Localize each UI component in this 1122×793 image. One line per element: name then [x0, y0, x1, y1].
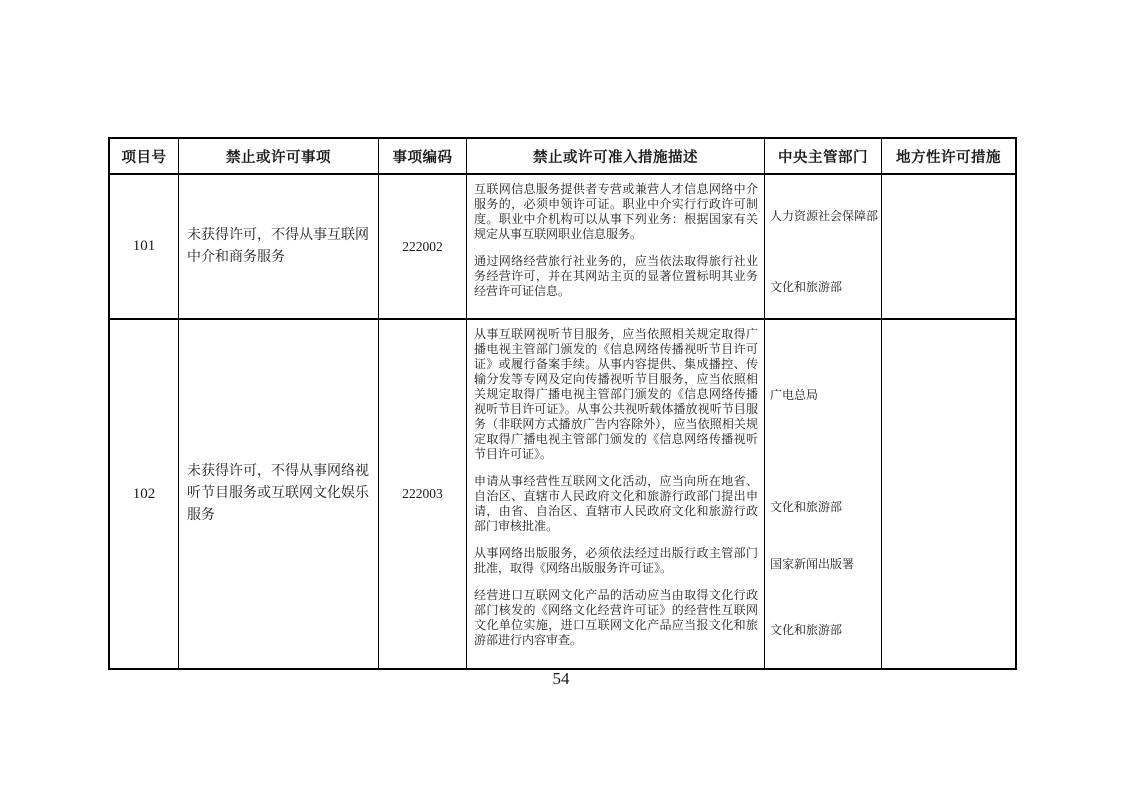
measures-cell-101	[467, 175, 765, 320]
department-label: 文化和旅游部	[770, 500, 843, 514]
measure-paragraph: 互联网信息服务提供者专营或兼营人才信息网络中介服务的，必须申领许可证。职业中介实行行政许可制度。职业中介机构可以从事下列业务：根据国家有关规定从事互联网职业信息服务。	[474, 182, 758, 241]
page-number: 54	[552, 669, 570, 688]
item-description-101	[179, 175, 379, 320]
measures-cell-102	[467, 320, 765, 668]
item-number-101: 101	[110, 175, 179, 320]
item-description-text: 未获得许可，不得从事互联网中介和商务服务	[187, 227, 369, 265]
department-label: 人力资源社会保障部	[770, 209, 879, 223]
local-measures-cell-102	[882, 320, 1015, 668]
measure-paragraph: 通过网络经营旅行社业务的，应当依法取得旅行社业务经营许可，并在其网站主页的显著位置标明其业务经营许可证信息。	[474, 254, 758, 298]
item-code-102: 222003	[379, 320, 467, 668]
item-description-102	[179, 320, 379, 668]
department-label: 文化和旅游部	[770, 280, 843, 294]
item-number-102: 102	[110, 320, 179, 668]
access-measures-table	[108, 137, 1017, 670]
column-header-prohibited-item: 禁止或许可事项	[179, 139, 379, 175]
column-header-local-measures: 地方性许可措施	[882, 139, 1015, 175]
department-label: 国家新闻出版署	[770, 557, 855, 571]
measure-paragraph: 经营进口互联网文化产品的活动应当由取得文化行政部门核发的《网络文化经营许可证》的经营性互联网文化单位实施，进口互联网文化产品应当报文化和旅游部进行内容审查。	[474, 588, 758, 647]
column-header-measure-description: 禁止或许可准入措施描述	[467, 139, 765, 175]
local-measures-cell-101	[882, 175, 1015, 320]
measure-paragraph: 从事网络出版服务，必须依法经过出版行政主管部门批准，取得《网络出版服务许可证》。	[474, 546, 758, 575]
column-header-item-code: 事项编码	[379, 139, 467, 175]
item-code-101: 222002	[379, 175, 467, 320]
department-label: 文化和旅游部	[770, 623, 843, 637]
column-header-item-number: 项目号	[110, 139, 179, 175]
measure-paragraph: 申请从事经营性互联网文化活动，应当向所在地省、自治区、直辖市人民政府文化和旅游行政部门提出申请，由省、自治区、直辖市人民政府文化和旅游行政部门审核批准。	[474, 474, 758, 533]
column-header-central-department: 中央主管部门	[765, 139, 882, 175]
departments-cell-101	[765, 175, 882, 320]
departments-cell-102	[765, 320, 882, 668]
item-description-text: 未获得许可，不得从事网络视听节目服务或互联网文化娱乐服务	[187, 464, 369, 523]
measure-paragraph: 从事互联网视听节目服务，应当依照相关规定取得广播电视主管部门颁发的《信息网络传播视听节目许可证》或履行备案手续。从事内容提供、集成播控、传输分发等专网及定向传播视听节目服务，应当依照相关规定取得广播电视主管部门颁发的《信息网络传播视听节目许可证》。从事公共视听载体播放视听节目服务（非联网方式播放广告内容除外），应当依照相关规定取得广播电视主管部门颁发的《信息网络传播视听节目许可证》。	[474, 327, 758, 461]
department-label: 广电总局	[770, 388, 819, 402]
